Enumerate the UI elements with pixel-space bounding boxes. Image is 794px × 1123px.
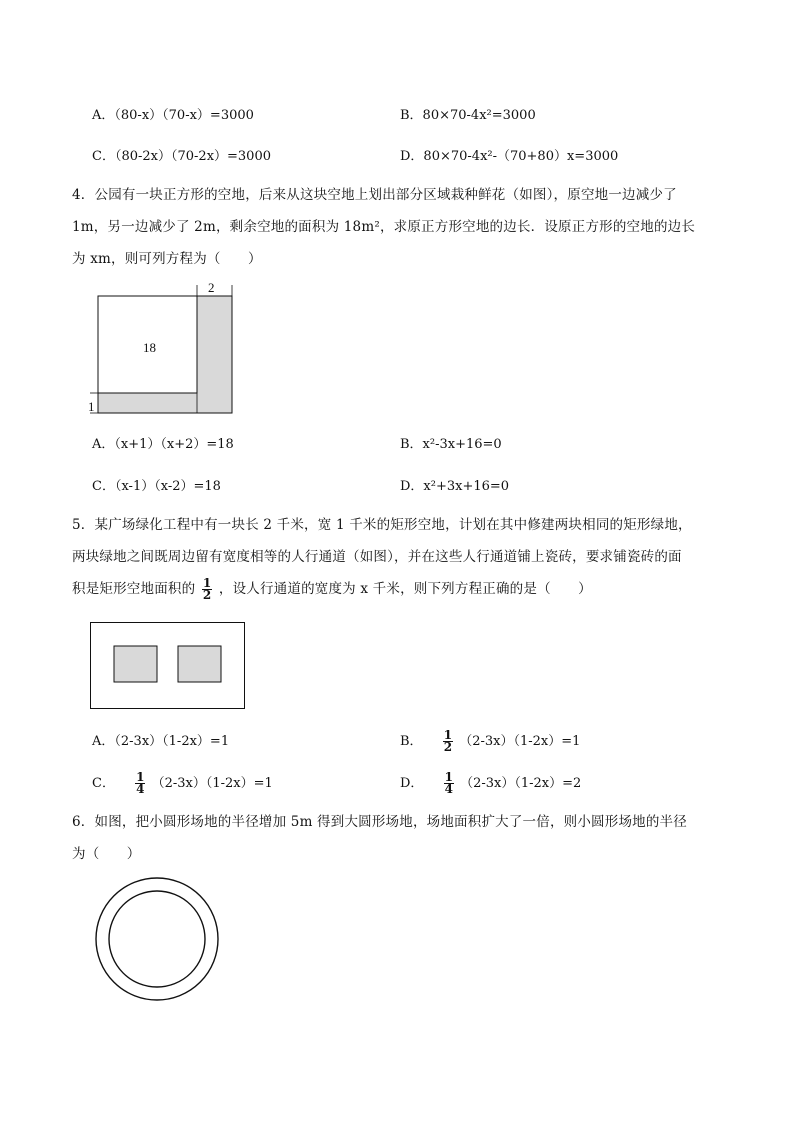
q5-option-b: B． $\frac{1}{2}$ （2-3x）（1-2x）=1 <box>400 728 581 754</box>
q6-line-1: 6．如图，把小圆形场地的半径增加 5m 得到大圆形场地，场地面积扩大了一倍，则小圆形场地的半径 <box>72 814 687 830</box>
q6-line-2: 为（ ） <box>72 846 141 862</box>
q4-line-1: 4．公园有一块正方形的空地，后来从这块空地上划出部分区域栽种鲜花（如图），原空地一边减少了 <box>72 187 677 203</box>
q4-label-inner: 18 <box>143 340 156 355</box>
q4-square-figure <box>86 280 236 416</box>
q4-line-3: 为 xm，则可列方程为（ ） <box>72 251 262 267</box>
q6-circles-figure <box>94 876 222 1004</box>
q4-option-d: D．x²+3x+16=0 <box>400 479 510 494</box>
q5-question <box>72 509 732 605</box>
q3-option-d: D．80×70-4x²-（70+80）x=3000 <box>400 149 619 164</box>
q5-option-a: A．（2-3x）（1-2x）=1 <box>92 734 230 749</box>
q5-rectangle-figure <box>90 622 246 710</box>
q4-label-top: 2 <box>208 280 215 295</box>
q4-option-a: A．（x+1）（x+2）=18 <box>92 437 234 452</box>
q3-option-a: A．（80-x）（70-x）=3000 <box>92 108 254 123</box>
q5-line-3: 积是矩形空地面积的 $\frac{1}{2}$ ，设人行通道的宽度为 x 千米，则下列方程正确的是（ ） <box>72 576 592 602</box>
q5-option-d: D． $\frac{1}{4}$ （2-3x）（1-2x）=2 <box>400 770 582 796</box>
q5-option-c: C． $\frac{1}{4}$ （2-3x）（1-2x）=1 <box>92 770 273 796</box>
q6-small-circle <box>109 891 205 987</box>
q5-fraction: $\frac{1}{2}$ <box>202 576 212 602</box>
q4-option-c: C．（x-1）（x-2）=18 <box>92 479 221 494</box>
q3-option-c: C．（80-2x）（70-2x）=3000 <box>92 149 271 164</box>
q5-green-area-right <box>178 646 221 682</box>
q4-option-b: B．x²-3x+16=0 <box>400 437 502 452</box>
q5-line-1: 5．某广场绿化工程中有一块长 2 千米，宽 1 千米的矩形空地，计划在其中修建两块相同的矩形绿地， <box>72 517 692 533</box>
q5-green-area-left <box>114 646 157 682</box>
q3-option-b: B．80×70-4x²=3000 <box>400 108 536 123</box>
q6-question <box>72 806 732 870</box>
q4-line-2: 1m，另一边减少了 2m，剩余空地的面积为 18m²，求原正方形空地的边长．设原正方形的空地的边长 <box>72 219 696 235</box>
q4-label-side: 1 <box>88 399 95 414</box>
q4-question <box>72 179 732 275</box>
q5-line-2: 两块绿地之间既周边留有宽度相等的人行通道（如图），并在这些人行通道铺上瓷砖，要求铺瓷砖的面 <box>72 549 682 565</box>
